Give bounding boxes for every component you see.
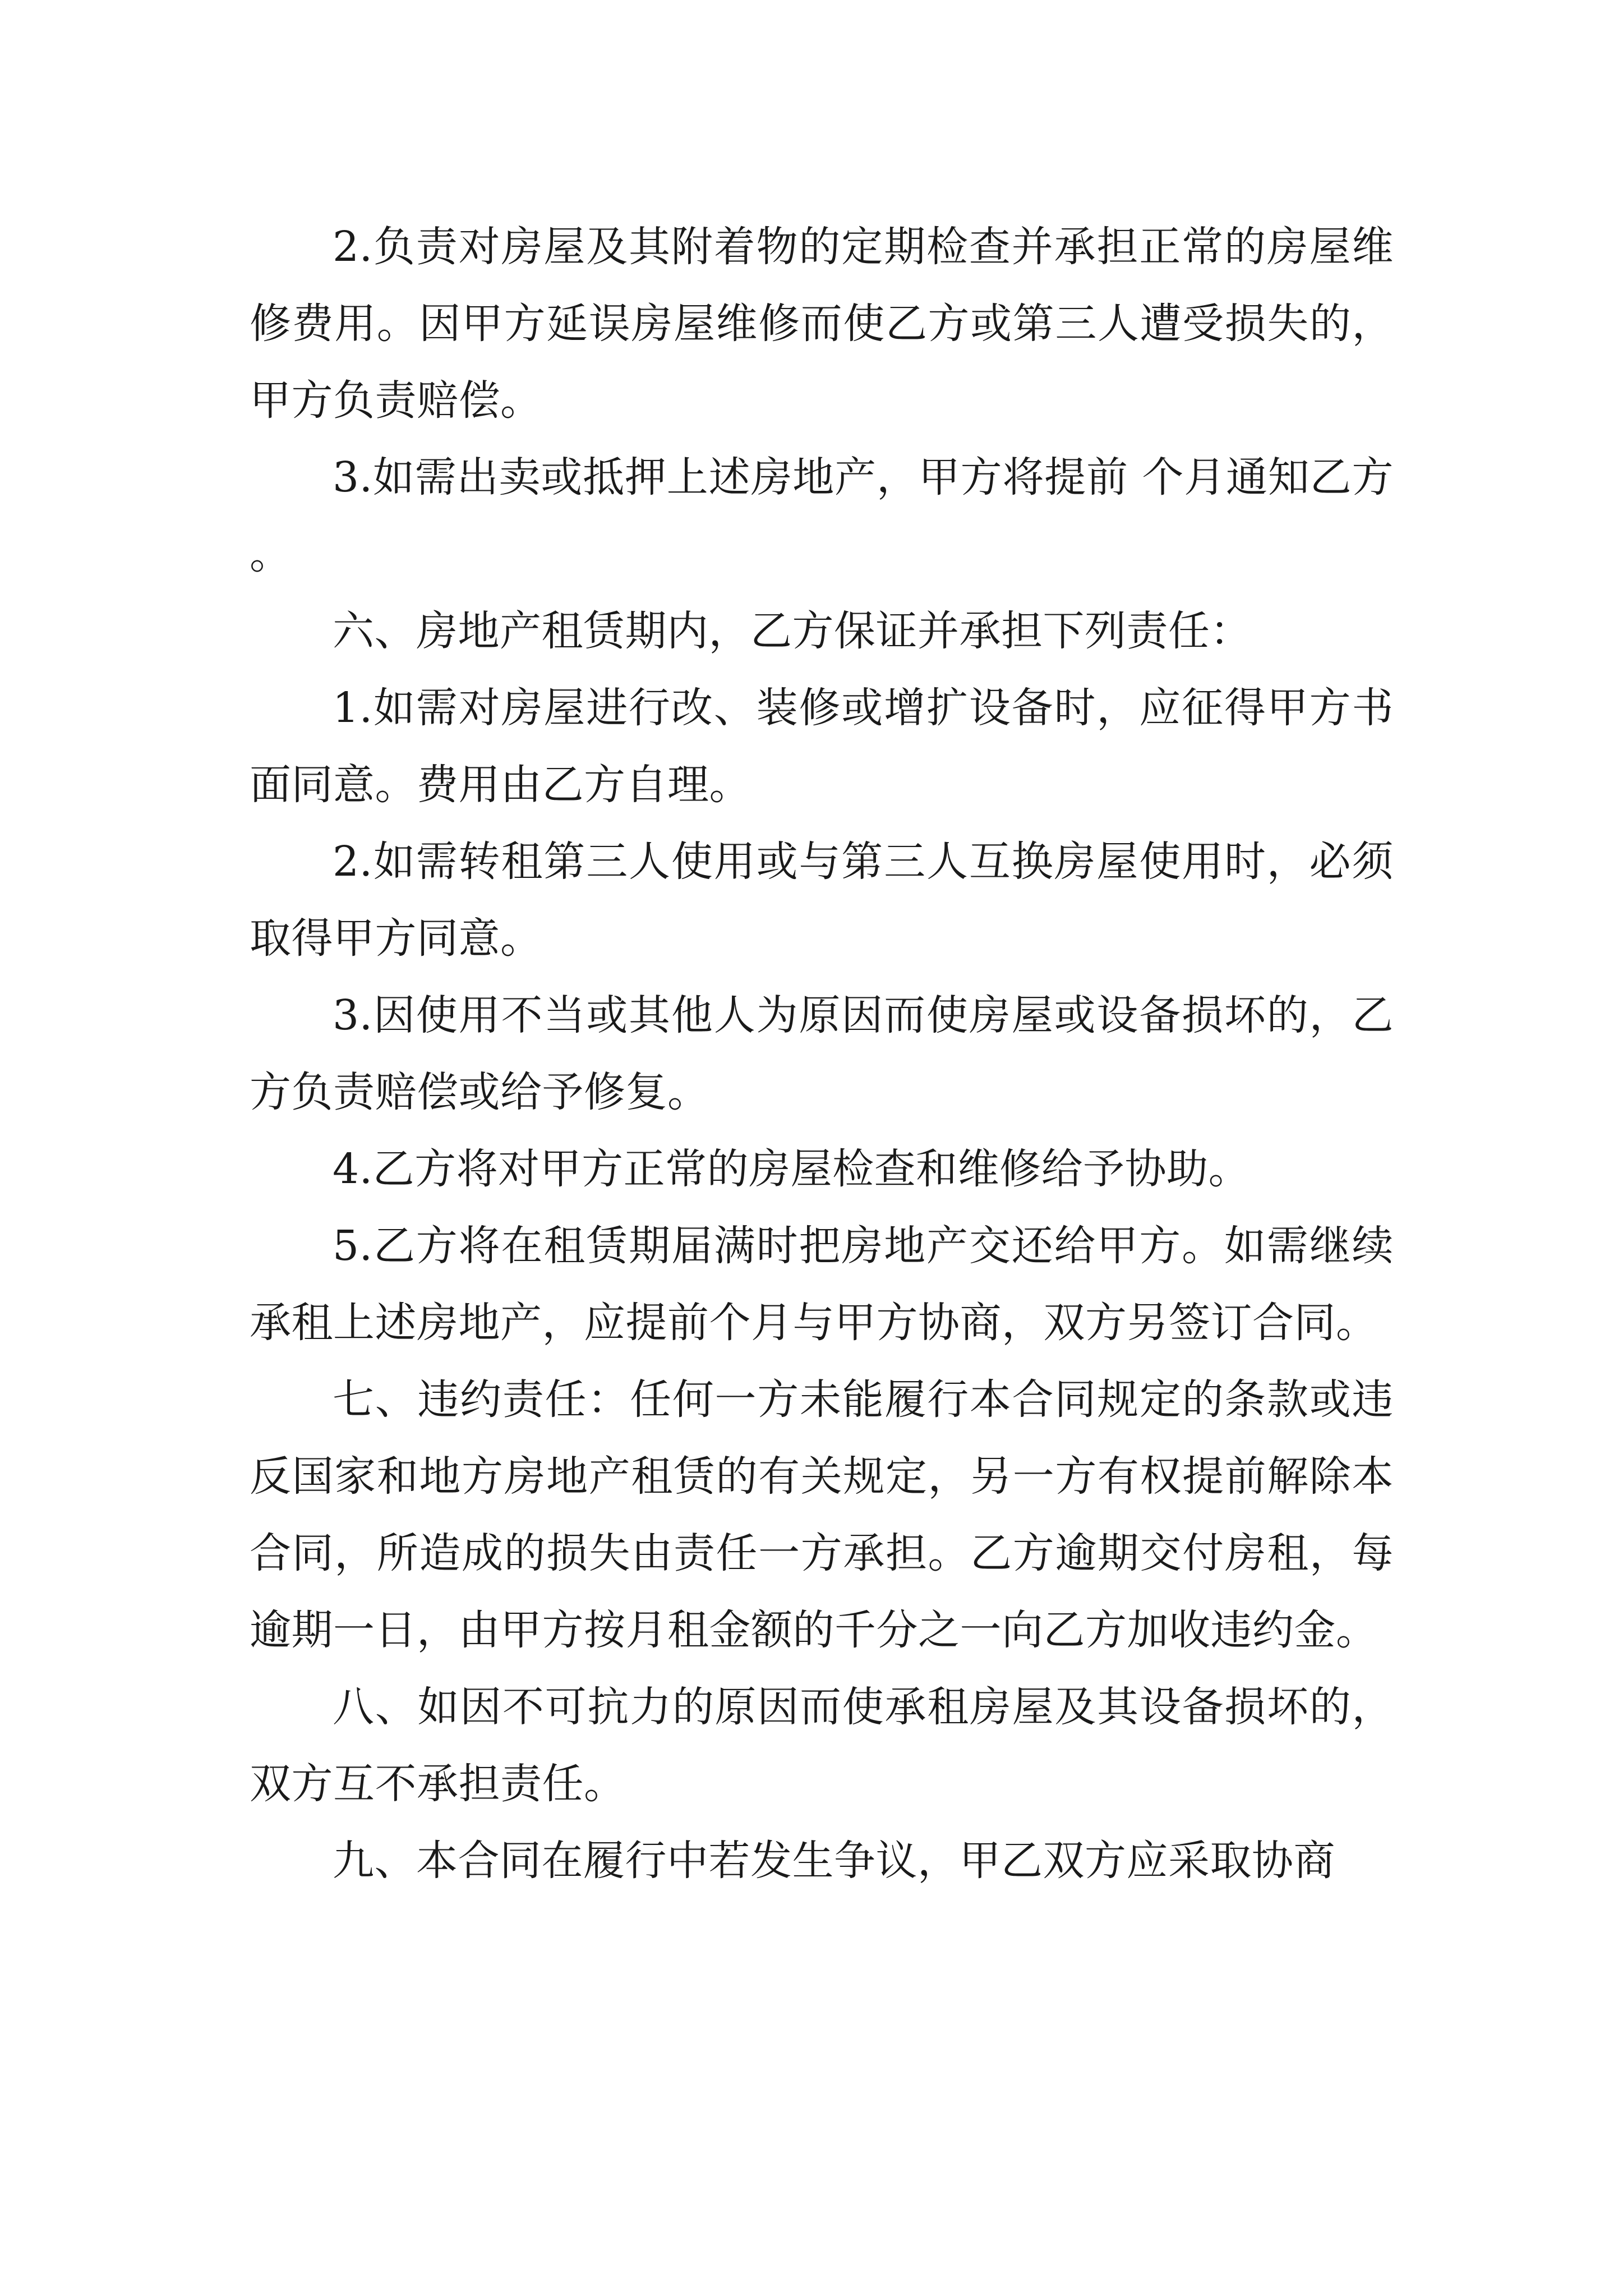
paragraph-tenant-duty-1: 1.如需对房屋进行改、装修或增扩设备时，应征得甲方书面同意。费用由乙方自理。 — [250, 684, 1394, 809]
paragraph-landlord-duty-2: 2.负责对房屋及其附着物的定期检查并承担正常的房屋维修费用。因甲方延误房屋维修而使乙方或第三人遭受损失的，甲方负责赔偿。 — [250, 223, 1394, 425]
paragraph-landlord-duty-3: 3.如需出卖或抵押上述房地产，甲方将提前 个月通知乙方。 — [250, 453, 1394, 578]
contract-body — [250, 209, 1394, 1899]
paragraph-tenant-duty-4: 4.乙方将对甲方正常的房屋检查和维修给予协助。 — [333, 1145, 1251, 1193]
paragraph-tenant-duty-5: 5.乙方将在租赁期届满时把房地产交还给甲方。如需继续承租上述房地产，应提前个月与甲方协商，双方另签订合同。 — [250, 1222, 1394, 1347]
section-seven-breach: 七、违约责任：任何一方未能履行本合同规定的条款或违反国家和地方房地产租赁的有关规定，另一方有权提前解除本合同，所造成的损失由责任一方承担。乙方逾期交付房租，每逾期一日，由甲方按月租金额的千分之一向乙方加收违约金。 — [250, 1375, 1394, 1654]
section-eight-force-majeure: 八、如因不可抗力的原因而使承租房屋及其设备损坏的，双方互不承担责任。 — [250, 1683, 1394, 1808]
section-six-heading: 六、房地产租赁期内，乙方保证并承担下列责任： — [333, 607, 1252, 655]
paragraph-tenant-duty-2: 2.如需转租第三人使用或与第三人互换房屋使用时，必须取得甲方同意。 — [250, 838, 1394, 963]
paragraph-tenant-duty-3: 3.因使用不当或其他人为原因而使房屋或设备损坏的，乙方负责赔偿或给予修复。 — [250, 991, 1394, 1116]
section-nine-disputes: 九、本合同在履行中若发生争议，甲乙双方应采取协商 — [333, 1837, 1335, 1885]
